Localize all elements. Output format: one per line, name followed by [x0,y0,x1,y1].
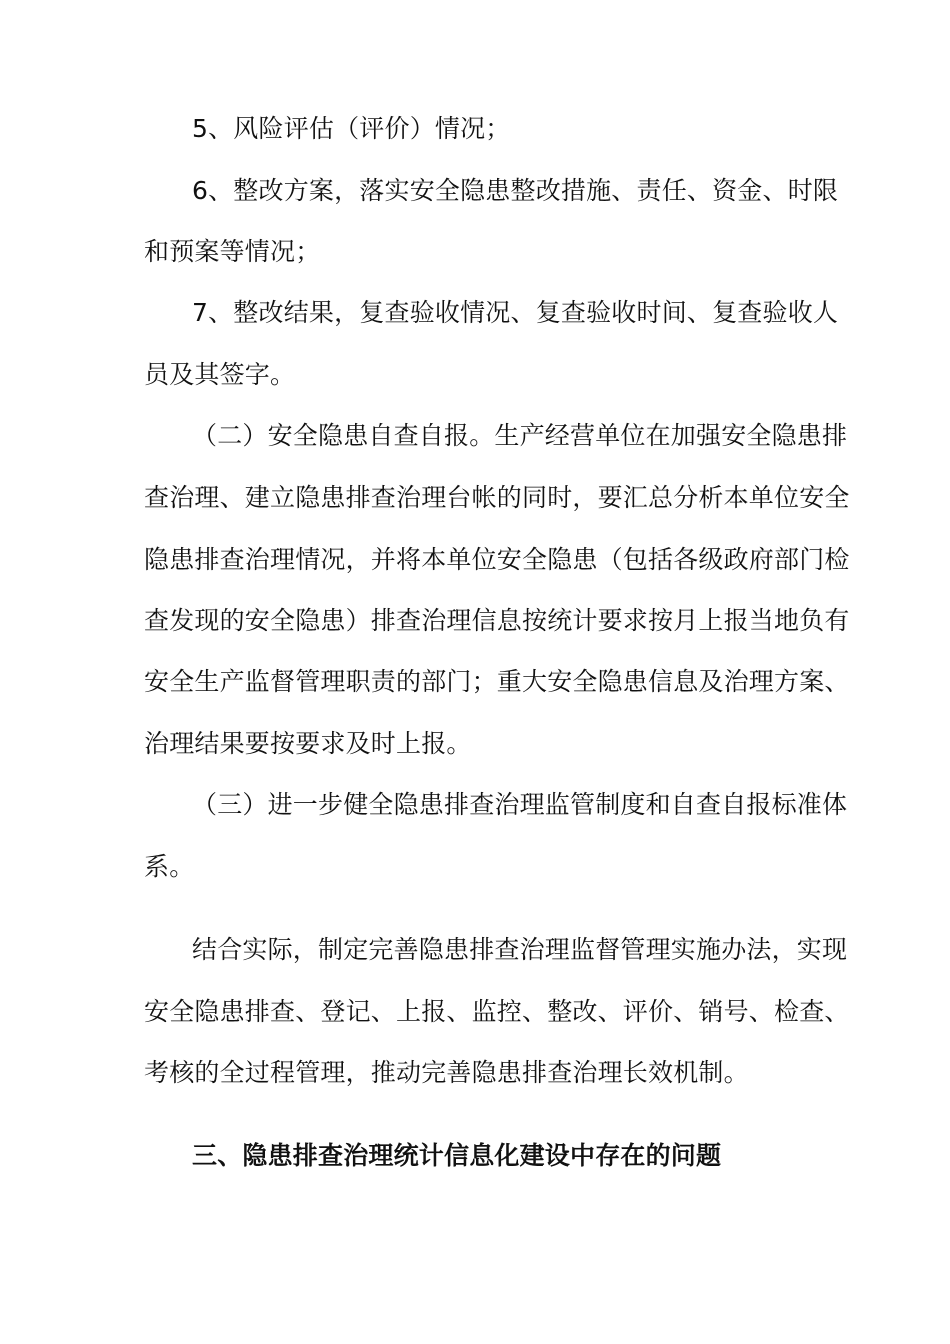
paragraph-line-13: 系。 [144,852,195,881]
section-heading: 三、隐患排查治理统计信息化建设中存在的问题 [192,1141,722,1170]
paragraph-line-5: 员及其签字。 [144,360,296,389]
paragraph-line-3: 和预案等情况； [144,237,321,266]
paragraph-line-16: 考核的全过程管理，推动完善隐患排查治理长效机制。 [144,1058,749,1087]
paragraph-line-8: 隐患排查治理情况，并将本单位安全隐患（包括各级政府部门检 [144,545,850,574]
paragraph-line-12: （三）进一步健全隐患排查治理监管制度和自查自报标准体 [192,790,848,819]
paragraph-line-14: 结合实际，制定完善隐患排查治理监督管理实施办法，实现 [192,935,848,964]
paragraph-line-4: 7、整改结果，复查验收情况、复查验收时间、复查验收人 [192,298,839,327]
paragraph-line-10: 安全生产监督管理职责的部门；重大安全隐患信息及治理方案、 [144,667,850,696]
paragraph-line-9: 查发现的安全隐患）排查治理信息按统计要求按月上报当地负有 [144,606,850,635]
paragraph-line-7: 查治理、建立隐患排查治理台帐的同时，要汇总分析本单位安全 [144,483,850,512]
paragraph-line-2: 6、整改方案，落实安全隐患整改措施、责任、资金、时限 [192,176,839,205]
paragraph-line-6: （二）安全隐患自查自报。生产经营单位在加强安全隐患排 [192,421,848,450]
paragraph-line-15: 安全隐患排查、登记、上报、监控、整改、评价、销号、检查、 [144,997,850,1026]
paragraph-line-1: 5、风险评估（评价）情况； [192,114,511,143]
paragraph-line-11: 治理结果要按要求及时上报。 [144,729,472,758]
